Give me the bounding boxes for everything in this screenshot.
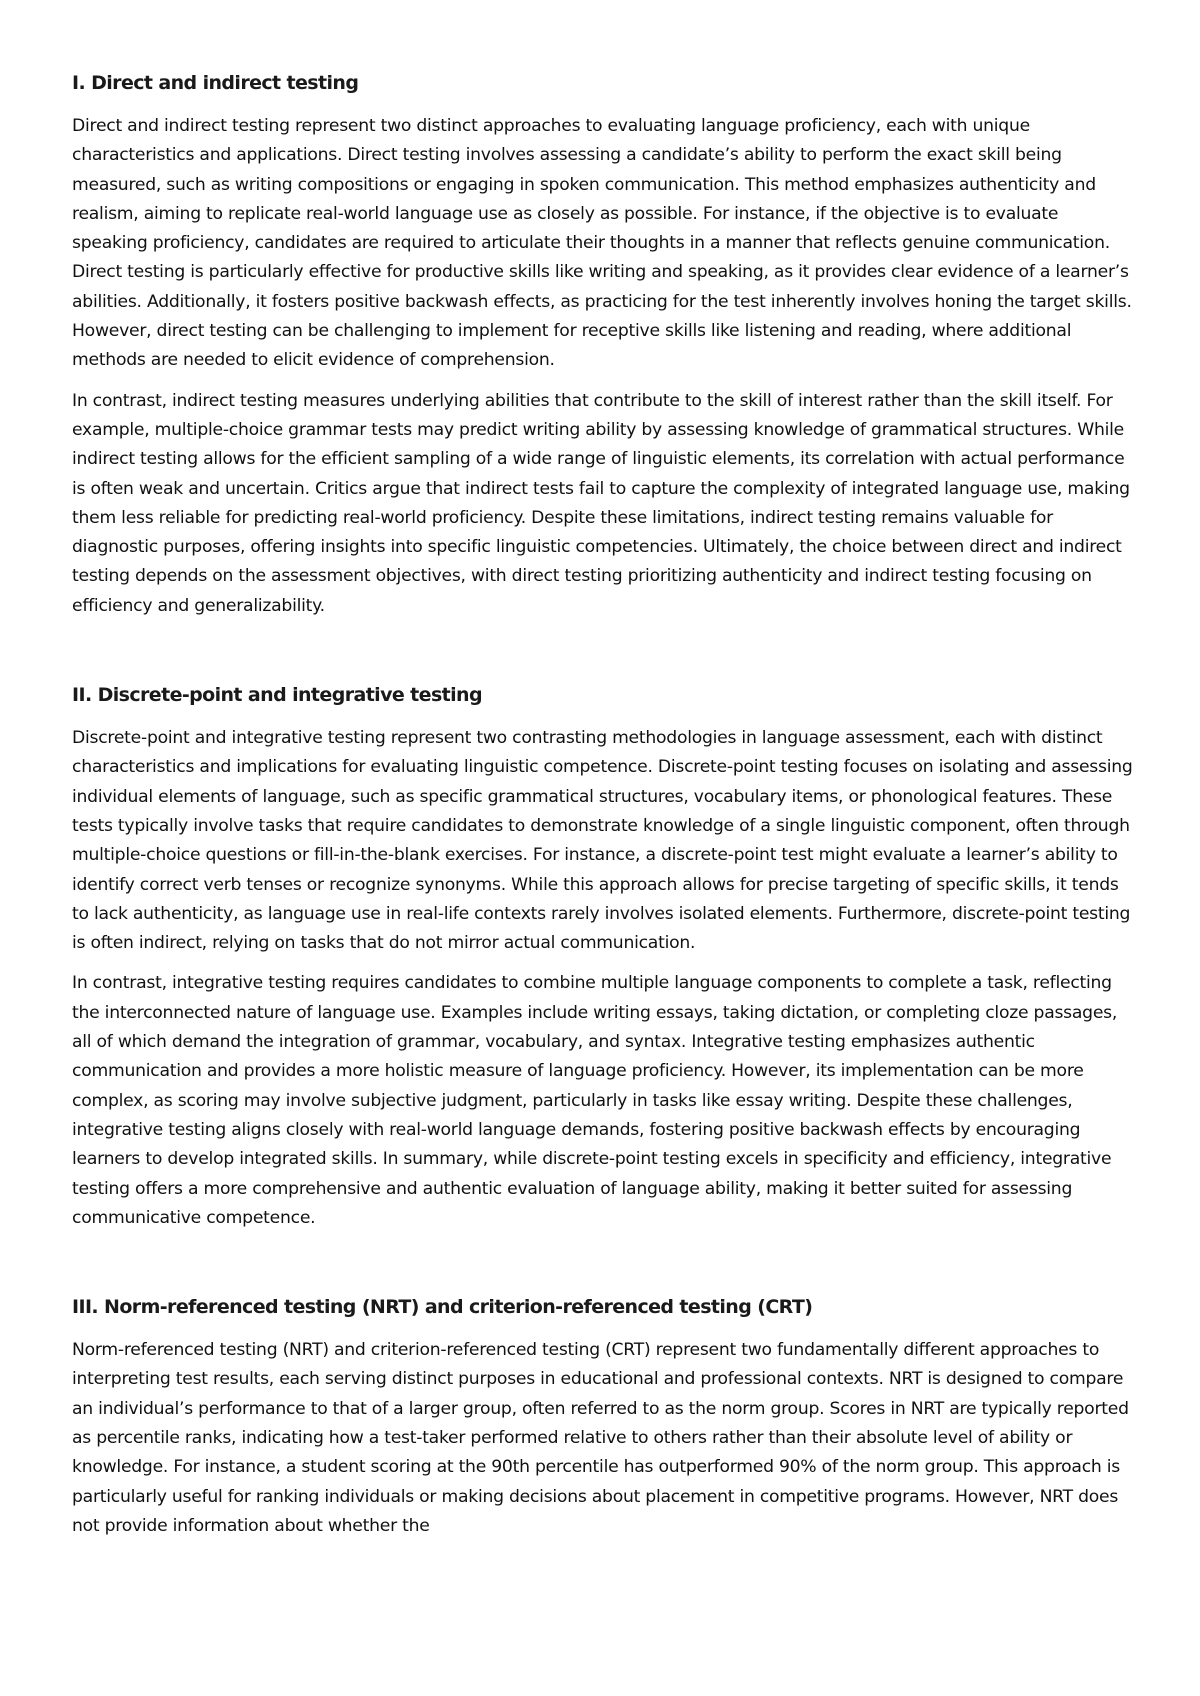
paragraph: In contrast, indirect testing measures underlying abilities that contribute to the skill of interest rather than the skill itself. For example, multiple-choice grammar tests may predict writing ability by assessing knowledge of grammatical structures. While indirect testing allows for the efficient sampling of a wide range of linguistic elements, its correlation with actual performance is often weak and uncertain. Critics argue that indirect tests fail to capture the complexity of integrated language use, making them less reliable for predicting real-world proficiency. Despite these limitations, indirect testing remains valuable for diagnostic purposes, offering insights into specific linguistic competencies. Ultimately, the choice between direct and indirect testing depends on the assessment objectives, with direct testing prioritizing authenticity and indirect testing focusing on efficiency and generalizability. bbox=[72, 390, 1130, 616]
section-nrt-crt bbox=[72, 1294, 1134, 1541]
section-discrete-point-integrative-testing bbox=[72, 682, 1134, 1233]
section-heading: III. Norm-referenced testing (NRT) and criterion-referenced testing (CRT) bbox=[72, 1296, 813, 1319]
paragraph: In contrast, integrative testing requires candidates to combine multiple language components to complete a task, reflecting the interconnected nature of language use. Examples include writing essays, taking dictation, or completing cloze passages, all of which demand the integration of grammar, vocabulary, and syntax. Integrative testing emphasizes authentic communication and provides a more holistic measure of language proficiency. However, its implementation can be more complex, as scoring may involve subjective judgment, particularly in tasks like essay writing. Despite these challenges, integrative testing aligns closely with real-world language demands, fostering positive backwash effects by encouraging learners to develop integrated skills. In summary, while discrete-point testing excels in specificity and efficiency, integrative testing offers a more comprehensive and authentic evaluation of language ability, making it better suited for assessing communicative competence. bbox=[72, 973, 1118, 1228]
document-page bbox=[72, 70, 1134, 1552]
section-heading: II. Discrete-point and integrative testing bbox=[72, 684, 482, 707]
paragraph: Discrete-point and integrative testing represent two contrasting methodologies in language assessment, each with distinct characteristics and implications for evaluating linguistic competence. Discrete-point testing focuses on isolating and assessing individual elements of language, such as specific grammatical structures, vocabulary items, or phonological features. These tests typically involve tasks that require candidates to demonstrate knowledge of a single linguistic component, often through multiple-choice questions or fill-in-the-blank exercises. For instance, a discrete-point test might evaluate a learner’s ability to identify correct verb tenses or recognize synonyms. While this approach allows for precise targeting of specific skills, it tends to lack authenticity, as language use in real-life contexts rarely involves isolated elements. Furthermore, discrete-point testing is often indirect, relying on tasks that do not mirror actual communication. bbox=[72, 728, 1133, 954]
paragraph: Norm-referenced testing (NRT) and criterion-referenced testing (CRT) represent two fundamentally different approaches to interpreting test results, each serving distinct purposes in educational and professional contexts. NRT is designed to compare an individual’s performance to that of a larger group, often referred to as the norm group. Scores in NRT are typically reported as percentile ranks, indicating how a test-taker performed relative to others rather than their absolute level of ability or knowledge. For instance, a student scoring at the 90th percentile has outperformed 90% of the norm group. This approach is particularly useful for ranking individuals or making decisions about placement in competitive programs. However, NRT does not provide information about whether the bbox=[72, 1340, 1129, 1536]
section-direct-indirect-testing bbox=[72, 70, 1134, 621]
paragraph: Direct and indirect testing represent two distinct approaches to evaluating language proficiency, each with unique characteristics and applications. Direct testing involves assessing a candidate’s ability to perform the exact skill being measured, such as writing compositions or engaging in spoken communication. This method emphasizes authenticity and realism, aiming to replicate real-world language use as closely as possible. For instance, if the objective is to evaluate speaking proficiency, candidates are required to articulate their thoughts in a manner that reflects genuine communication. Direct testing is particularly effective for productive skills like writing and speaking, as it provides clear evidence of a learner’s abilities. Additionally, it fosters positive backwash effects, as practicing for the test inherently involves honing the target skills. However, direct testing can be challenging to implement for receptive skills like listening and reading, where additional methods are needed to elicit evidence of comprehension. bbox=[72, 116, 1132, 371]
section-spacer bbox=[72, 632, 1134, 682]
section-spacer bbox=[72, 1244, 1134, 1294]
section-heading: I. Direct and indirect testing bbox=[72, 72, 359, 94]
